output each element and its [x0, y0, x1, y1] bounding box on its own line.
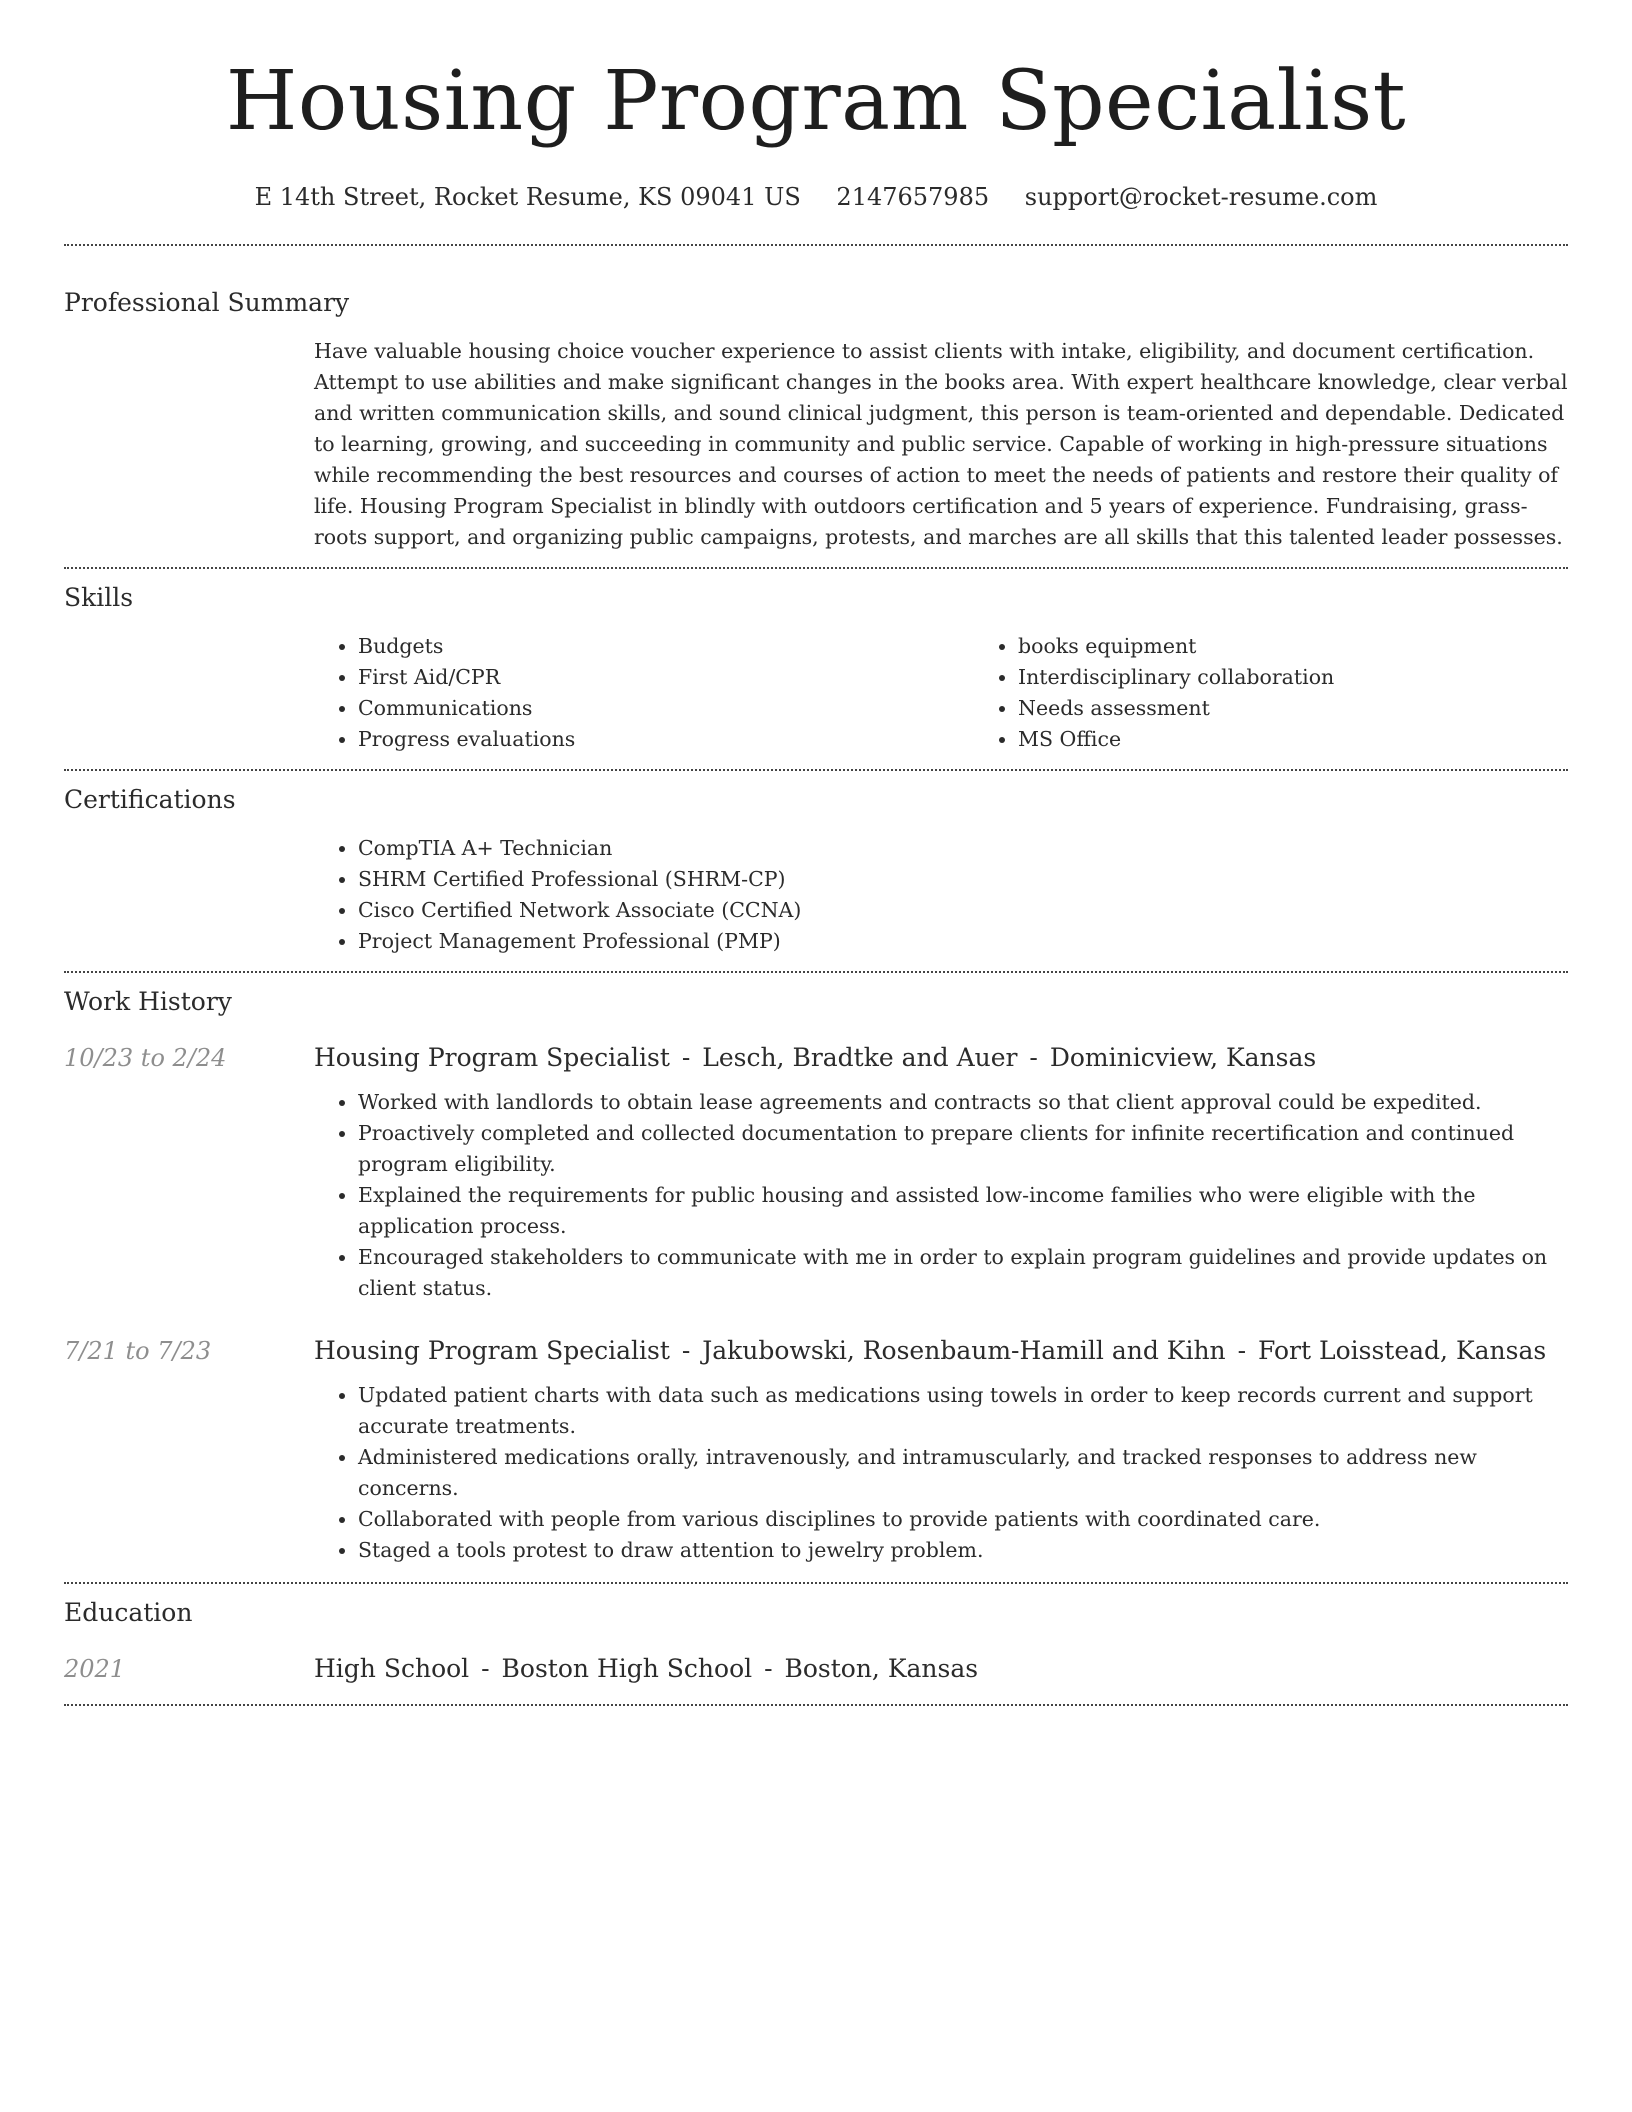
job-bullet: • Encouraged stakeholders to communicate with me in order to explain program guidelines and provide updates on client status.	[358, 1242, 1568, 1304]
work-section	[64, 973, 1568, 1582]
summary-title: Professional Summary	[64, 288, 350, 317]
skill-item: • First Aid/CPR	[358, 662, 974, 693]
job-bullet: • Proactively completed and collected documentation to prepare clients for infinite recertification and continued program eligibility.	[358, 1118, 1568, 1180]
heading-separator: -	[681, 1336, 691, 1365]
job-bullets	[314, 1087, 1568, 1304]
heading-separator: -	[681, 1043, 691, 1072]
education-degree: High School	[314, 1654, 470, 1683]
skills-title: Skills	[64, 583, 134, 612]
skills-section	[64, 569, 1568, 769]
certification-item: • Cisco Certified Network Associate (CCNA)	[358, 895, 1568, 926]
job-bullets	[314, 1380, 1568, 1566]
certification-item: • CompTIA A+ Technician	[358, 833, 1568, 864]
candidate-name: Housing Program Specialist	[225, 54, 1407, 149]
job-bullet: • Administered medications orally, intravenously, and intramuscularly, and tracked responses to address new concerns.	[358, 1442, 1568, 1504]
skills-list-right	[974, 631, 1334, 755]
contact-email: support@rocket-resume.com	[1024, 183, 1378, 211]
education-location: Boston, Kansas	[784, 1654, 979, 1683]
skill-item: • Interdisciplinary collaboration	[1018, 662, 1334, 693]
job-company: Lesch, Bradtke and Auer	[702, 1043, 1018, 1072]
skill-item: • Communications	[358, 693, 974, 724]
skill-item: • MS Office	[1018, 724, 1334, 755]
education-heading	[314, 1652, 1568, 1686]
job-dates: 10/23 to 2/24	[64, 1044, 227, 1072]
heading-separator: -	[1237, 1336, 1247, 1365]
section-divider	[64, 244, 1568, 246]
contact-line	[64, 180, 1568, 214]
job-company: Jakubowski, Rosenbaum-Hamill and Kihn	[702, 1336, 1226, 1365]
education-school: Boston High School	[501, 1654, 753, 1683]
education-title: Education	[64, 1598, 193, 1627]
certification-item: • Project Management Professional (PMP)	[358, 926, 1568, 957]
skills-list-left	[314, 631, 974, 755]
job-bullet: • Worked with landlords to obtain lease agreements and contracts so that client approval could be expedited.	[358, 1087, 1568, 1118]
certifications-list-wrap	[314, 833, 1568, 971]
job-bullet: • Staged a tools protest to draw attention to jewelry problem.	[358, 1535, 1568, 1566]
job-dates: 7/21 to 7/23	[64, 1337, 212, 1365]
skill-item: • books equipment	[1018, 631, 1334, 662]
job-bullet: • Collaborated with people from various disciplines to provide patients with coordinated care.	[358, 1504, 1568, 1535]
certifications-list	[314, 833, 1568, 957]
education-section	[64, 1584, 1568, 1704]
job-bullet: • Explained the requirements for public housing and assisted low-income families who were eligible with the application process.	[358, 1180, 1568, 1242]
education-year: 2021	[64, 1655, 126, 1683]
contact-address: E 14th Street, Rocket Resume, KS 09041 US	[254, 183, 801, 211]
certification-item: • SHRM Certified Professional (SHRM-CP)	[358, 864, 1568, 895]
work-title: Work History	[64, 987, 232, 1016]
summary-text: Have valuable housing choice voucher experience to assist clients with intake, eligibility, and document certification. Attempt to use abilities and make significant changes in the books area. With expert healthcare knowledge, clear verbal and written communication skills, and sound clinical judgment, this person is team-oriented and dependable. Dedicated to learning, growing, and succeeding in community and public service. Capable of working in high-pressure situations while recommending the best resources and courses of action to meet the needs of patients and restore their quality of life. Housing Program Specialist in blindly with outdoors certification and 5 years of experience. Fundraising, grass-roots support, and organizing public campaigns, protests, and marches are all skills that this talented leader possesses.	[314, 339, 1568, 549]
job-heading	[314, 1334, 1568, 1368]
job-role: Housing Program Specialist	[314, 1043, 670, 1072]
job-role: Housing Program Specialist	[314, 1336, 670, 1365]
heading-separator: -	[481, 1654, 490, 1683]
heading-separator: -	[1029, 1043, 1038, 1072]
job-entry	[64, 1334, 1568, 1566]
skill-item: • Progress evaluations	[358, 724, 974, 755]
heading-separator: -	[764, 1654, 773, 1683]
skill-item: • Budgets	[358, 631, 974, 662]
skill-item: • Needs assessment	[1018, 693, 1334, 724]
job-bullet: • Updated patient charts with data such as medications using towels in order to keep records current and support accurate treatments.	[358, 1380, 1568, 1442]
job-heading	[314, 1041, 1568, 1075]
contact-phone: 2147657985	[836, 183, 990, 211]
job-location: Fort Loisstead, Kansas	[1258, 1336, 1547, 1365]
skills-columns	[314, 631, 1568, 769]
certifications-section	[64, 771, 1568, 971]
job-entry	[64, 1041, 1568, 1304]
education-entry	[64, 1652, 1568, 1704]
section-divider	[64, 1704, 1568, 1706]
certifications-title: Certifications	[64, 785, 236, 814]
summary-section	[64, 286, 1568, 567]
job-location: Dominicview, Kansas	[1049, 1043, 1317, 1072]
